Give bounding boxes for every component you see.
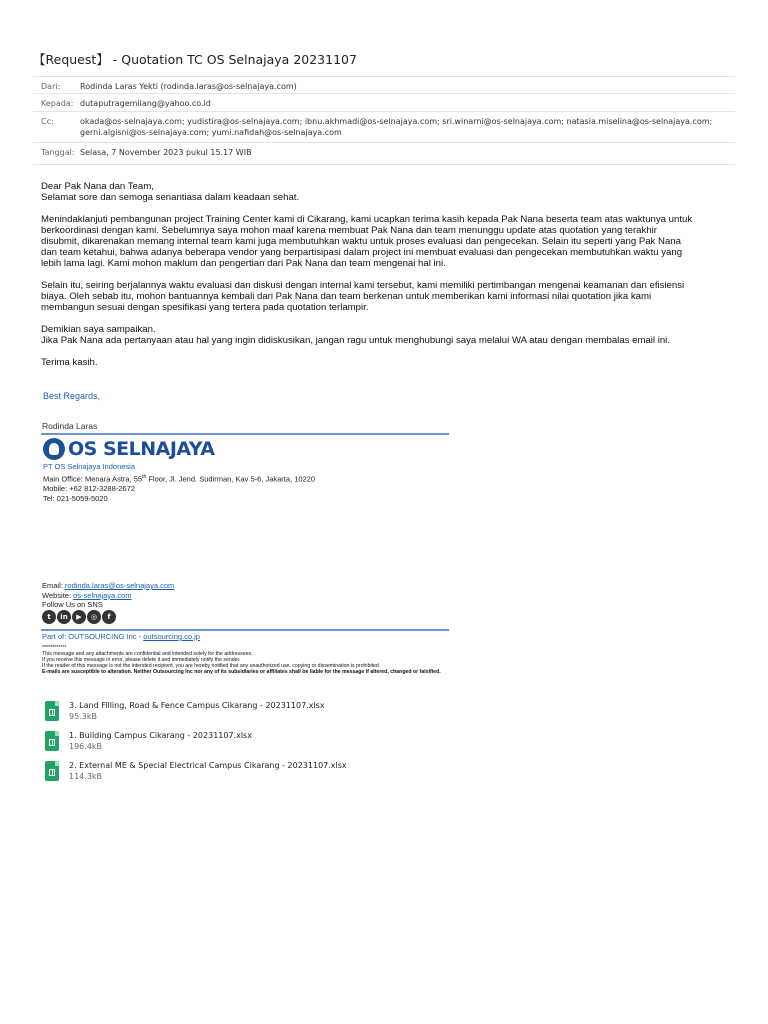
email-link[interactable]: rodinda.laras@os-selnajaya.com <box>64 581 175 590</box>
header-label: Cc: <box>41 117 54 126</box>
follow-label: Follow Us on SNS <box>42 600 103 609</box>
sender[interactable]: Rodinda Laras Yekti (rodinda.laras@os-selnajaya.com) <box>80 82 297 91</box>
company-address-block <box>43 473 315 503</box>
attachment-name[interactable]: 2. External ME & Special Electrical Campus Cikarang - 20231107.xlsx <box>69 761 347 770</box>
divider <box>33 164 735 165</box>
attachment-size: 114.3kB <box>69 772 103 781</box>
greeting: Dear Pak Nana dan Team, Selamat sore dan semoga senantiasa dalam keadaan sehat. <box>41 181 300 203</box>
attachment-size: 196.4kB <box>69 742 103 751</box>
office-address: Main Office: Menara Astra, 55th Floor, Jl. Jend. Sudirman, Kav 5-6, Jakarta, 10220 <box>43 474 316 484</box>
divider <box>33 93 735 94</box>
body-paragraph: Menindaklanjuti pembangunan project Training Center kami di Cikarang, kami ucapkan terima kasih kepada Pak Nana beserta team atas waktunya untuk berkoordinasi dengan kami. Sebelumnya saya mohon maaf karena membuat Pak Nana dan team menunggu update atas quotation yang terakhir disubmit, dikarenakan memang internal team kami juga membutuhkan waktu untuk proses evaluasi dan pengecekan. Selain itu seperti yang Pak Nana dan team ketahui, bahwa adanya beberapa vendor yang berpartisipasi dalam project ini membuat evaluasi dan pengecekan membutuhkan waktu yang lebih lama lagi. Kami mohon maklum dan pengertian dari Pak Nana dan team mengenai hal ini. <box>41 214 693 269</box>
linkedin-icon[interactable]: in <box>57 610 71 624</box>
part-of-line: Part of: OUTSOURCING Inc - outsourcing.co.jp <box>42 632 200 641</box>
attachment-item[interactable] <box>45 760 347 782</box>
excel-file-icon <box>45 731 59 751</box>
youtube-icon[interactable]: ▶ <box>72 610 86 624</box>
header-label: Tanggal: <box>41 148 75 157</box>
excel-file-icon <box>45 761 59 781</box>
website-link[interactable]: os-selnajaya.com <box>73 590 132 600</box>
disclaimer-stars: ************ <box>42 645 67 651</box>
facebook-icon[interactable]: f <box>102 610 116 624</box>
disclaimer-line: If you receive this message in error, please delete it and immediately notify the sender. <box>42 657 241 663</box>
logo-icon <box>43 438 65 460</box>
divider <box>33 142 735 143</box>
disclaimer-line: E-mails are susceptible to alteration. Neither Outsourcing Inc nor any of its subsidiaries or affiliates shall be liable for the message if altered, changed or falsified. <box>42 669 441 675</box>
mobile-number: Mobile: +62 812-3288-2672 <box>43 484 135 493</box>
email-body <box>41 181 731 379</box>
contact-block <box>42 581 174 610</box>
website-line: Website: os-selnajaya.com <box>42 590 132 600</box>
disclaimer-line: This message and any attachments are confidential and intended solely for the addressees. <box>42 651 253 657</box>
attachment-item[interactable] <box>45 730 252 752</box>
instagram-icon[interactable]: ◎ <box>87 610 101 624</box>
closing: Terima kasih. <box>41 357 98 368</box>
attachment-name[interactable]: 1. Building Campus Cikarang - 20231107.xlsx <box>69 731 252 740</box>
header-label: Kepada: <box>41 99 74 108</box>
signature-divider <box>41 433 449 435</box>
best-regards: Best Regards, <box>43 391 101 401</box>
attachment-name[interactable]: 3. Land Filling, Road & Fence Campus Cikarang - 20231107.xlsx <box>69 701 325 710</box>
disclaimer <box>42 645 441 675</box>
signature-divider <box>41 629 449 631</box>
body-paragraph: Selain itu, seiring berjalannya waktu evaluasi dan diskusi dengan internal kami tersebut, kami memiliki pertimbangan mengenai keamanan dan efisiensi biaya. Oleh sebab itu, mohon bantuannya kembali dari Pak Nana dan team berkenan untuk memberikan kami informasi nilai quotation jika kami membangun sesuai dengan spesifikasi yang tertera pada quotation terlampir. <box>41 280 685 313</box>
attachment-item[interactable] <box>45 700 325 722</box>
divider <box>33 76 735 77</box>
logo-text: OS SELNAJAYA <box>68 438 215 460</box>
company-logo <box>43 437 214 461</box>
recipient[interactable]: dutaputragemilang@yahoo.co.id <box>80 99 211 108</box>
email-subject: 【Request】 - Quotation TC OS Selnajaya 20231107 <box>33 52 357 67</box>
header-label: Dari: <box>41 82 61 91</box>
header-from <box>41 81 741 92</box>
signature-name: Rodinda Laras <box>42 421 98 431</box>
sent-date: Selasa, 7 November 2023 pukul 15.17 WIB <box>80 148 252 157</box>
body-paragraph: Demikian saya sampaikan. Jika Pak Nana ada pertanyaan atau hal yang ingin didiskusikan, jangan ragu untuk menghubungi saya melalui WA atau dengan membalas email ini. <box>41 324 670 346</box>
outsourcing-link[interactable]: outsourcing.co.jp <box>143 632 200 641</box>
attachment-size: 95.3kB <box>69 712 97 721</box>
sns-icons <box>42 610 116 624</box>
twitter-icon[interactable]: t <box>42 610 56 624</box>
divider <box>33 111 735 112</box>
disclaimer-line: If the reader of this message is not the intended recipient, you are hereby notified that any unauthorized use, copying or dissemination is prohibited. <box>42 663 381 669</box>
header-to <box>41 98 741 109</box>
header-date <box>41 147 741 158</box>
cc-recipients[interactable]: okada@os-selnajaya.com; yudistira@os-selnajaya.com; ibnu.akhmadi@os-selnajaya.com; sri.winarni@os-selnajaya.com; natasia.miselina@os-selnajaya.com; gerni.algisni@os-selnajaya.com; yumi.nafidah@os-selnajaya.com <box>80 117 713 137</box>
company-name: PT OS Selnajaya Indonesia <box>43 462 136 471</box>
header-cc <box>41 116 741 138</box>
tel-number: Tel: 021-5059-5020 <box>43 493 108 503</box>
excel-file-icon <box>45 701 59 721</box>
email-line: Email: rodinda.laras@os-selnajaya.com <box>42 581 175 590</box>
